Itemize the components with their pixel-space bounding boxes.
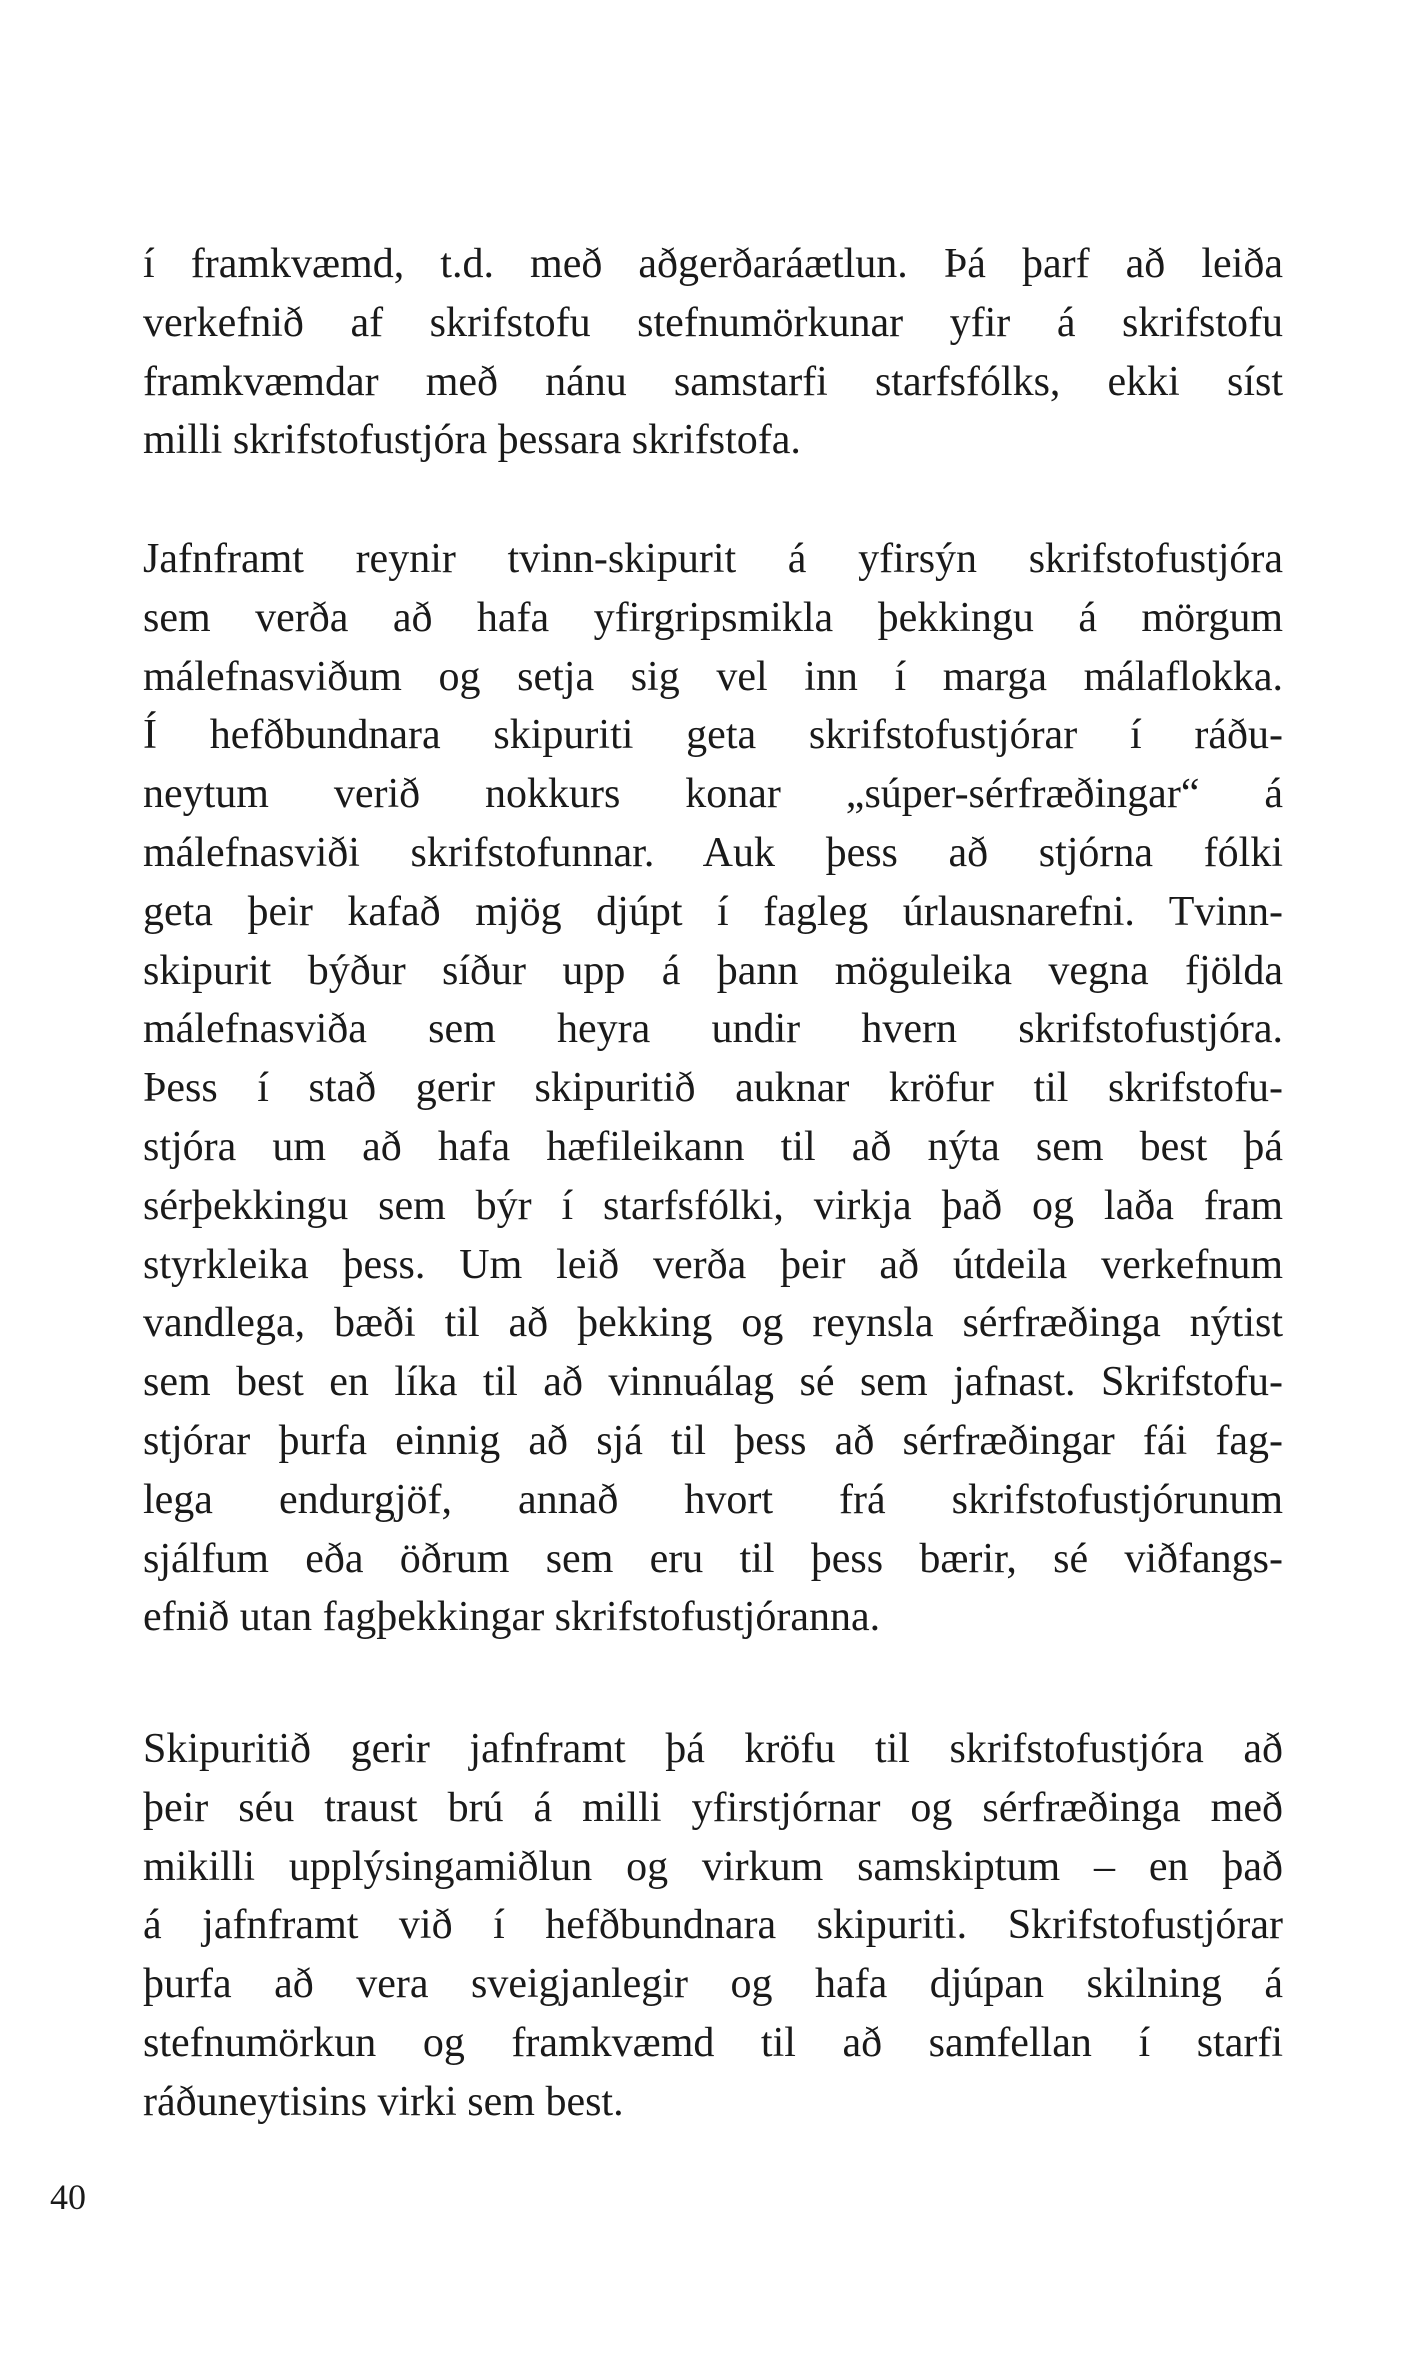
text-line: stefnumörkun og framkvæmd til að samfellan í starfi	[143, 2019, 1283, 2066]
text-line: þeir séu traust brú á milli yfirstjórnar og sérfræðinga með	[143, 1784, 1283, 1831]
text-line: Jafnframt reynir tvinn-skipurit á yfirsýn skrifstofustjóra	[143, 536, 1283, 582]
text-line: mikilli upplýsingamiðlun og virkum samskiptum – en það	[143, 1843, 1283, 1890]
page-number: 40	[50, 2177, 86, 2217]
text-line: efnið utan fagþekkingar skrifstofustjóranna.	[143, 1594, 881, 1641]
text-line: milli skrifstofustjóra þessara skrifstofa.	[143, 417, 801, 464]
text-line: málefnasviði skrifstofunnar. Auk þess að stjórna fólki	[143, 829, 1283, 876]
text-line: á jafnframt við í hefðbundnara skipuriti. Skrifstofustjórar	[143, 1902, 1283, 1949]
text-line: í framkvæmd, t.d. með aðgerðaráætlun. Þá þarf að leiða	[143, 241, 1283, 287]
text-line: Skipuritið gerir jafnframt þá kröfu til skrifstofustjóra að	[143, 1726, 1283, 1772]
text-line: stjóra um að hafa hæfileikann til að nýta sem best þá	[143, 1123, 1283, 1170]
text-line: verkefnið af skrifstofu stefnumörkunar yfir á skrifstofu	[143, 299, 1283, 346]
text-line: ráðuneytisins virki sem best.	[143, 2078, 624, 2125]
paragraph-3	[143, 1720, 1283, 2132]
text-line: styrkleika þess. Um leið verða þeir að útdeila verkefnum	[143, 1241, 1283, 1288]
text-line: sjálfum eða öðrum sem eru til þess bærir, sé viðfangs-	[143, 1535, 1283, 1582]
text-line: lega endurgjöf, annað hvort frá skrifstofustjórunum	[143, 1476, 1283, 1523]
paragraph-1	[143, 235, 1283, 470]
text-line: sem best en líka til að vinnuálag sé sem jafnast. Skrifstofu-	[143, 1359, 1283, 1406]
text-line: stjórar þurfa einnig að sjá til þess að sérfræðingar fái fag-	[143, 1417, 1283, 1464]
text-line: vandlega, bæði til að þekking og reynsla sérfræðinga nýtist	[143, 1300, 1283, 1347]
text-line: neytum verið nokkurs konar „súper-sérfræðingar“ á	[143, 771, 1283, 818]
text-line: sérþekkingu sem býr í starfsfólki, virkja það og laða fram	[143, 1182, 1283, 1229]
text-line: Í hefðbundnara skipuriti geta skrifstofustjórar í ráðu-	[143, 712, 1283, 759]
text-line: málefnasviða sem heyra undir hvern skrifstofustjóra.	[143, 1006, 1283, 1053]
text-line: framkvæmdar með nánu samstarfi starfsfólks, ekki síst	[143, 358, 1283, 405]
text-line: skipurit býður síður upp á þann möguleika vegna fjölda	[143, 947, 1283, 994]
paragraph-2	[143, 530, 1283, 1647]
text-line: þurfa að vera sveigjanlegir og hafa djúpan skilning á	[143, 1961, 1283, 2008]
text-line: málefnasviðum og setja sig vel inn í marga málaflokka.	[143, 653, 1283, 700]
text-line: Þess í stað gerir skipuritið auknar kröfur til skrifstofu-	[143, 1065, 1283, 1112]
text-line: geta þeir kafað mjög djúpt í fagleg úrlausnarefni. Tvinn-	[143, 888, 1283, 935]
text-line: sem verða að hafa yfirgripsmikla þekkingu á mörgum	[143, 594, 1283, 641]
